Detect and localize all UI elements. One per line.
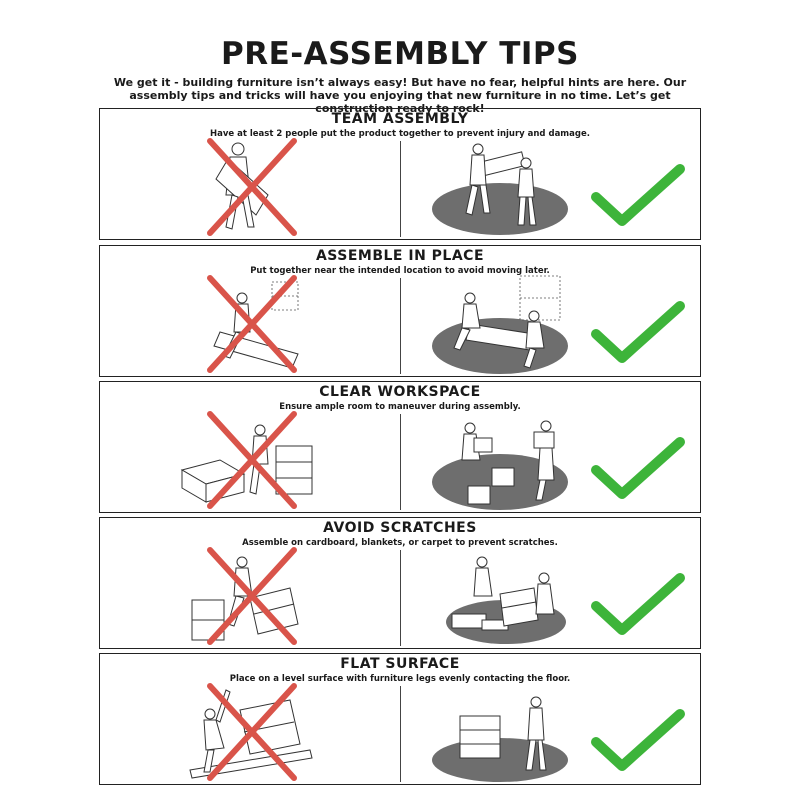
checkmark-icon: [588, 570, 688, 640]
correct-illustration: [430, 272, 570, 376]
page-title: PRE-ASSEMBLY TIPS: [221, 36, 579, 72]
wrong-illustration: [180, 408, 320, 512]
panel-divider: [400, 550, 401, 646]
panel-divider: [400, 141, 401, 237]
panel-divider: [400, 278, 401, 374]
tip-heading: CLEAR WORKSPACE: [319, 384, 481, 400]
tip-panel-assemble-in-place: [99, 245, 701, 377]
checkmark-icon: [588, 706, 688, 776]
tip-heading: ASSEMBLE IN PLACE: [315, 248, 485, 264]
panel-divider: [400, 414, 401, 510]
wrong-illustration: [180, 544, 320, 648]
wrong-illustration: [180, 135, 320, 239]
tip-panel-team-assembly: [99, 108, 701, 240]
tip-heading: FLAT SURFACE: [340, 656, 460, 672]
correct-illustration: [430, 544, 570, 648]
tip-description: Ensure ample room to maneuver during assembly.: [279, 402, 521, 412]
tip-description: Put together near the intended location to avoid moving later.: [250, 266, 550, 276]
tip-heading: AVOID SCRATCHES: [323, 520, 477, 536]
panel-divider: [400, 686, 401, 782]
wrong-illustration: [180, 680, 320, 784]
tip-panel-flat-surface: [99, 653, 701, 785]
correct-illustration: [430, 135, 570, 239]
floor-mat: [432, 183, 568, 235]
tip-heading: TEAM ASSEMBLY: [331, 111, 469, 127]
tip-description: Have at least 2 people put the product together to prevent injury and damage.: [210, 129, 590, 139]
checkmark-icon: [588, 298, 688, 368]
checkmark-icon: [588, 434, 688, 504]
tip-description: Assemble on cardboard, blankets, or carpet to prevent scratches.: [242, 538, 558, 548]
correct-illustration: [430, 408, 570, 512]
checkmark-icon: [588, 161, 688, 231]
correct-illustration: [430, 680, 570, 784]
tip-panel-avoid-scratches: [99, 517, 701, 649]
wrong-illustration: [180, 272, 320, 376]
tip-panel-clear-workspace: [99, 381, 701, 513]
intro-text: We get it - building furniture isn’t always easy! But have no fear, helpful hints are here. Our assembly tips and tricks will have you enjoying that new furniture in no time. Let’s get construction ready to rock!: [113, 76, 687, 115]
floor-mat: [432, 318, 568, 374]
tip-description: Place on a level surface with furniture legs evenly contacting the floor.: [229, 674, 571, 684]
